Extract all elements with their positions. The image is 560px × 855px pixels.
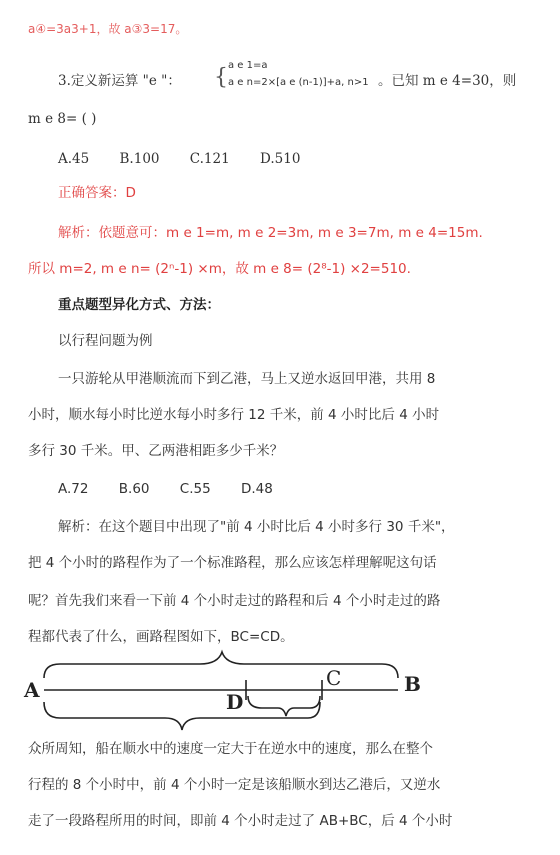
problem-option-b: B.60	[118, 481, 150, 497]
q3-option-c: C.121	[189, 151, 230, 167]
explain-line-2: 把 4 个小时的路程作为了一个标准路程，那么应该怎样理解呢这句话	[28, 555, 437, 571]
explain-line-4: 程都代表了什么，画路程图如下，BC=CD。	[28, 629, 294, 645]
top-fragment: a④=3a3+1，故 a③3=17。	[28, 22, 188, 36]
q3-prefix: 3.定义新运算 "e "：	[58, 73, 181, 89]
q3-case2: a e n=2×[a e (n-1)]+a, n>1	[228, 77, 369, 88]
problem-line-2: 小时，顺水每小时比逆水每小时多行 12 千米，前 4 小时比后 4 小时	[28, 407, 440, 423]
problem-option-c: C.55	[179, 481, 211, 497]
section-subheading: 以行程问题为例	[58, 333, 153, 349]
section-heading: 重点题型异化方式、方法：	[58, 297, 220, 313]
bottom-line-2: 行程的 8 个小时中，前 4 个小时一定是该船顺水到达乙港后，又逆水	[28, 777, 441, 793]
q3-analysis-1: 解析：依题意可：m e 1=m, m e 2=3m, m e 3=7m, m e 4=15m.	[58, 225, 483, 241]
q3-option-b: B.100	[119, 151, 160, 167]
q3-suffix: 。已知 m e 4=30，则	[378, 73, 517, 89]
q3-analysis-2: 所以 m=2, m e n= (2ⁿ-1) ×m，故 m e 8= (2⁸-1) ×2=510.	[28, 261, 411, 277]
problem-line-1: 一只游轮从甲港顺流而下到乙港，马上又逆水返回甲港，共用 8	[58, 371, 436, 387]
top-brace	[44, 652, 398, 678]
point-a-label: A	[24, 678, 40, 702]
bottom-line-3: 走了一段路程所用的时间，即前 4 个小时走过了 AB+BC，后 4 个小时	[28, 813, 453, 829]
problem-option-a: A.72	[58, 481, 89, 497]
bottom-brace	[44, 702, 320, 730]
brace: {	[214, 65, 228, 90]
brace-dc	[248, 696, 320, 716]
q3-line2: m e 8= ( )	[28, 111, 97, 127]
explain-line-3: 呢？首先我们来看一下前 4 个小时走过的路程和后 4 个小时走过的路	[28, 593, 441, 609]
point-b-label: B	[404, 672, 421, 696]
bottom-line-1: 众所周知，船在顺水中的速度一定大于在逆水中的速度，那么在整个	[28, 741, 433, 757]
point-c-label: C	[326, 666, 342, 690]
q3-case1: a e 1=a	[228, 60, 268, 71]
problem-line-3: 多行 30 千米。甲、乙两港相距多少千米？	[28, 443, 284, 459]
point-d-label: D	[226, 690, 244, 714]
q3-answer: 正确答案：D	[58, 185, 136, 201]
q3-option-a: A.45	[58, 151, 90, 167]
problem-option-d: D.48	[241, 481, 273, 497]
q3-option-d: D.510	[260, 151, 301, 167]
explain-line-1: 解析：在这个题目中出现了"前 4 小时比后 4 小时多行 30 千米"，	[58, 519, 455, 535]
